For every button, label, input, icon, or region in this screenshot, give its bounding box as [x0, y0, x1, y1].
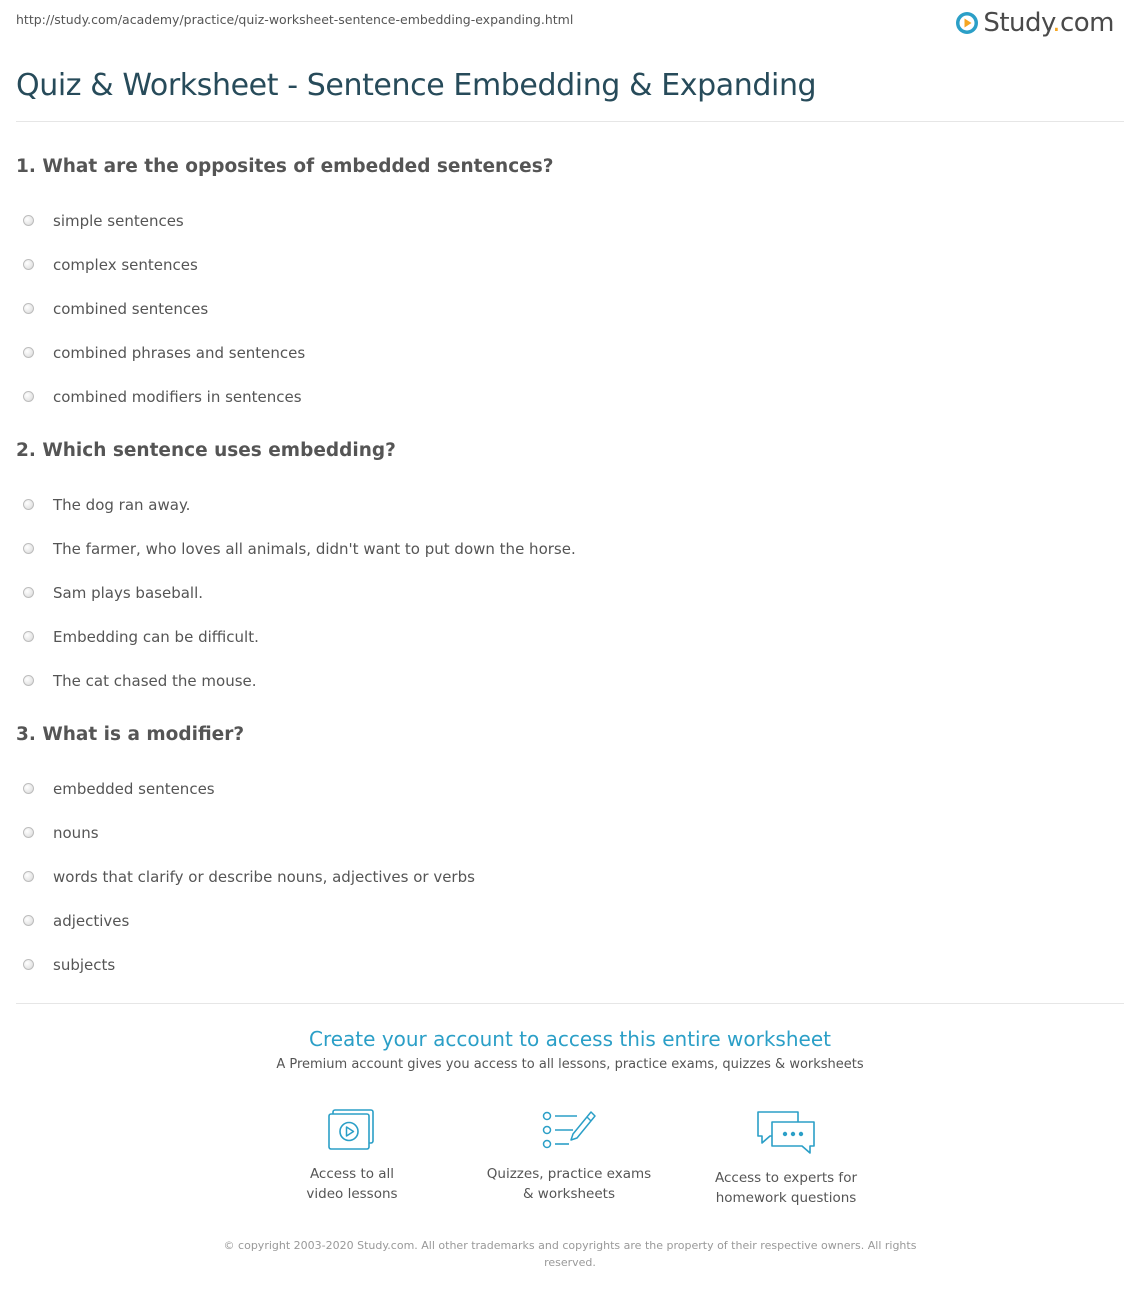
answer-option[interactable] — [16, 615, 1116, 659]
play-logo-icon — [955, 11, 979, 35]
radio-button[interactable] — [23, 259, 34, 270]
logo-dot: . — [1052, 8, 1060, 38]
video-lesson-icon — [326, 1108, 378, 1152]
radio-button[interactable] — [23, 543, 34, 554]
answer-label: Sam plays baseball. — [53, 584, 204, 602]
feature-line: Access to all — [309, 1166, 395, 1182]
answer-label: simple sentences — [53, 212, 184, 230]
question-text: 1. What are the opposites of embedded sentences? — [16, 156, 554, 177]
feature-quizzes — [469, 1108, 669, 1204]
feature-line: Quizzes, practice exams — [486, 1166, 652, 1182]
answer-option[interactable] — [16, 199, 1116, 243]
answer-option[interactable] — [16, 287, 1116, 331]
feature-label — [469, 1164, 669, 1204]
feature-line: Access to experts for — [714, 1170, 857, 1186]
answer-option[interactable] — [16, 767, 1116, 811]
answer-option[interactable] — [16, 811, 1116, 855]
answer-label: The cat chased the mouse. — [53, 672, 257, 690]
answer-label: adjectives — [53, 912, 130, 930]
logo-name: Study — [983, 8, 1053, 38]
answer-option[interactable] — [16, 527, 1116, 571]
chat-bubbles-icon — [754, 1108, 818, 1156]
question-text: 3. What is a modifier? — [16, 724, 245, 745]
radio-button[interactable] — [23, 631, 34, 642]
answer-label: Embedding can be difficult. — [53, 628, 259, 646]
logo-suffix: com — [1059, 8, 1114, 38]
answer-label: nouns — [53, 824, 99, 842]
copyright-line: reserved. — [544, 1256, 596, 1269]
radio-button[interactable] — [23, 499, 34, 510]
answer-label: words that clarify or describe nouns, adjectives or verbs — [53, 868, 475, 886]
answer-label: The farmer, who loves all animals, didn't want to put down the horse. — [53, 540, 576, 558]
radio-button[interactable] — [23, 215, 34, 226]
answer-label: combined modifiers in sentences — [53, 388, 302, 406]
feature-label — [686, 1168, 886, 1208]
answer-option[interactable] — [16, 243, 1116, 287]
question-text: 2. Which sentence uses embedding? — [16, 440, 396, 461]
radio-button[interactable] — [23, 915, 34, 926]
radio-button[interactable] — [23, 347, 34, 358]
answer-option[interactable] — [16, 659, 1116, 703]
feature-experts — [686, 1108, 886, 1208]
answer-option[interactable] — [16, 899, 1116, 943]
title-divider — [16, 121, 1124, 122]
radio-button[interactable] — [23, 675, 34, 686]
study-logo[interactable] — [955, 8, 1114, 38]
answer-option[interactable] — [16, 375, 1116, 419]
logo-wordmark — [983, 8, 1114, 38]
copyright-line: © copyright 2003-2020 Study.com. All other trademarks and copyrights are the property of their respective owners. All rights — [223, 1239, 917, 1252]
answer-label: embedded sentences — [53, 780, 215, 798]
feature-label — [252, 1164, 452, 1204]
question-3 — [16, 723, 1116, 987]
answer-option[interactable] — [16, 483, 1116, 527]
answer-label: complex sentences — [53, 256, 198, 274]
copyright-footer — [210, 1237, 930, 1271]
radio-button[interactable] — [23, 827, 34, 838]
radio-button[interactable] — [23, 303, 34, 314]
radio-button[interactable] — [23, 783, 34, 794]
radio-button[interactable] — [23, 587, 34, 598]
answer-option[interactable] — [16, 855, 1116, 899]
section-divider — [16, 1003, 1124, 1004]
answer-option[interactable] — [16, 331, 1116, 375]
answer-label: combined sentences — [53, 300, 209, 318]
answer-option[interactable] — [16, 943, 1116, 987]
premium-description: A Premium account gives you access to all lessons, practice exams, quizzes & worksheets — [276, 1057, 864, 1072]
answer-label: subjects — [53, 956, 116, 974]
answer-label: The dog ran away. — [53, 496, 191, 514]
answer-label: combined phrases and sentences — [53, 344, 306, 362]
feature-line: video lessons — [306, 1186, 398, 1202]
quiz-checklist-icon — [541, 1108, 597, 1152]
feature-line: homework questions — [715, 1190, 857, 1206]
radio-button[interactable] — [23, 959, 34, 970]
create-account-link[interactable]: Create your account to access this entire worksheet — [309, 1027, 831, 1051]
feature-line: & worksheets — [522, 1186, 615, 1202]
page-url: http://study.com/academy/practice/quiz-worksheet-sentence-embedding-expanding.html — [16, 12, 574, 27]
radio-button[interactable] — [23, 871, 34, 882]
question-1 — [16, 155, 1116, 419]
feature-video-lessons — [252, 1108, 452, 1204]
question-2 — [16, 439, 1116, 703]
answer-option[interactable] — [16, 571, 1116, 615]
page-title: Quiz & Worksheet - Sentence Embedding & Expanding — [16, 68, 817, 103]
radio-button[interactable] — [23, 391, 34, 402]
